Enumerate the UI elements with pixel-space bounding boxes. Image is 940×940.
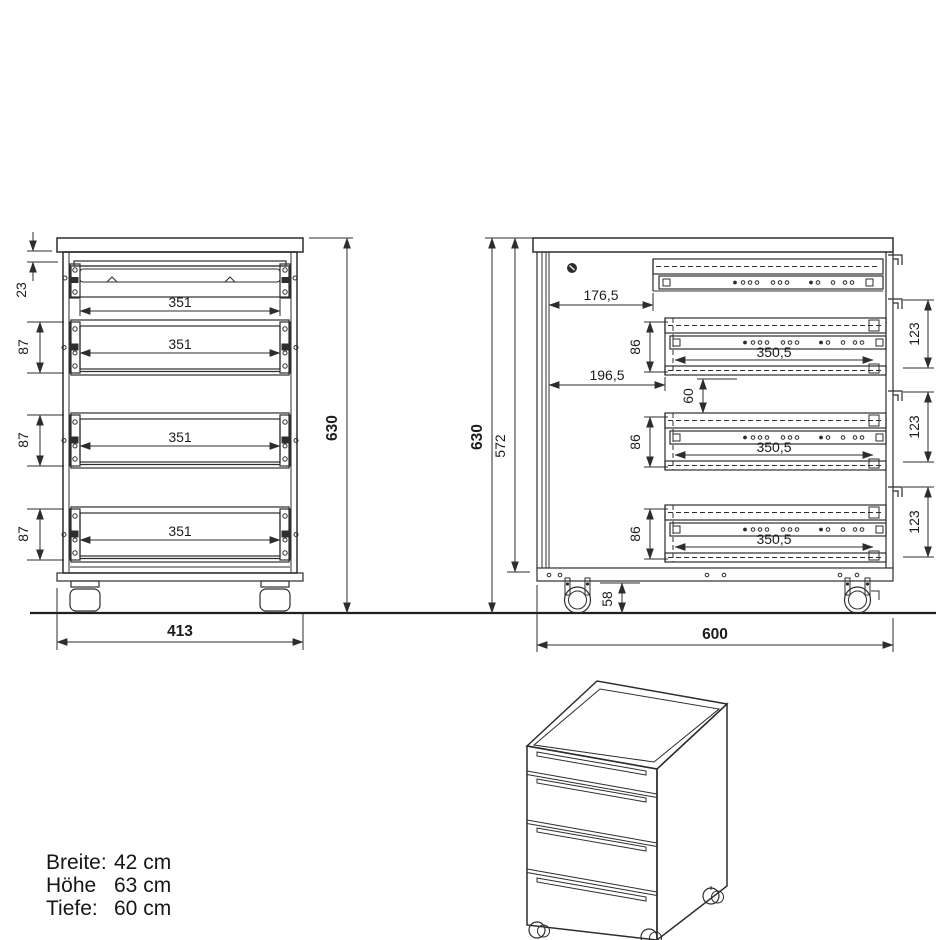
- dim-label-123-3: 123: [906, 510, 922, 534]
- dim-label-side-630: 630: [469, 424, 486, 450]
- dim-label-87-2: 87: [15, 432, 31, 448]
- dim-label-351-3: 351: [168, 429, 192, 445]
- dim-label-413: 413: [167, 623, 193, 640]
- dim-label-front-630: 630: [324, 415, 341, 441]
- top-face-edge: [534, 689, 719, 762]
- side-view: [469, 238, 934, 652]
- front-width-dim: [57, 588, 303, 650]
- front-view: [13, 232, 353, 650]
- dim-label-86-2: 86: [627, 434, 643, 450]
- dim-label-572: 572: [492, 434, 508, 458]
- back-hook-3: [888, 391, 902, 401]
- back-hook-4: [888, 487, 902, 497]
- back-hook-2: [888, 299, 902, 309]
- dim-label-86-1: 86: [627, 339, 643, 355]
- drawer-handles: [537, 752, 646, 901]
- dim-label-86-3: 86: [627, 526, 643, 542]
- dim-label-1965: 196,5: [589, 367, 625, 383]
- dim-label-23: 23: [13, 282, 29, 298]
- spec-value: 42 cm: [114, 851, 172, 874]
- side-top-inset-dim: [549, 287, 653, 311]
- dim-label-87-1: 87: [15, 339, 31, 355]
- dim-label-3505-1: 350,5: [756, 344, 792, 360]
- side-caster-right: [845, 578, 871, 613]
- front-drawer-1: [63, 261, 297, 298]
- dim-label-58: 58: [599, 591, 615, 607]
- dim-label-123-1: 123: [906, 322, 922, 346]
- perspective-view: [527, 681, 727, 940]
- side-height-dims: [469, 238, 533, 613]
- front-caster-right: [260, 581, 290, 614]
- spec-label: Tiefe:: [46, 897, 98, 920]
- side-gap-dim: [680, 379, 737, 413]
- side-pitch-dims: [903, 300, 934, 557]
- front-height-dim: [309, 238, 353, 613]
- lock-icon: [567, 263, 577, 273]
- front-caster-left: [70, 581, 100, 614]
- dimension-summary: [46, 851, 171, 920]
- side-mid-inset-dim: [549, 367, 665, 391]
- side-face: [657, 704, 727, 940]
- side-drawer-1: [653, 259, 883, 291]
- dim-label-3505-2: 350,5: [756, 439, 792, 455]
- spec-label: Höhe: [46, 874, 97, 897]
- dim-label-60: 60: [680, 388, 696, 404]
- dim-label-87-3: 87: [15, 526, 31, 542]
- spec-row-depth: [46, 897, 171, 920]
- dim-label-351-1: 351: [168, 294, 192, 310]
- back-hook-1: [888, 255, 902, 265]
- perspective-casters: [529, 886, 724, 940]
- spec-label: Breite:: [46, 851, 107, 874]
- spec-value: 63 cm: [114, 874, 172, 897]
- front-left-dims: [13, 232, 64, 560]
- spec-value: 60 cm: [114, 897, 172, 920]
- side-caster-brake: [871, 591, 879, 600]
- dim-label-123-2: 123: [906, 415, 922, 439]
- side-caster-dim: [599, 583, 640, 613]
- side-86-dims: [627, 322, 668, 559]
- spec-row-height: [46, 874, 171, 897]
- spec-row-width: [46, 851, 171, 874]
- dim-label-600: 600: [702, 626, 728, 643]
- dim-label-3505-3: 350,5: [756, 531, 792, 547]
- dim-label-351-4: 351: [168, 523, 192, 539]
- dim-label-1765: 176,5: [583, 287, 619, 303]
- side-caster-left: [565, 578, 591, 613]
- dim-label-351-2: 351: [168, 336, 192, 352]
